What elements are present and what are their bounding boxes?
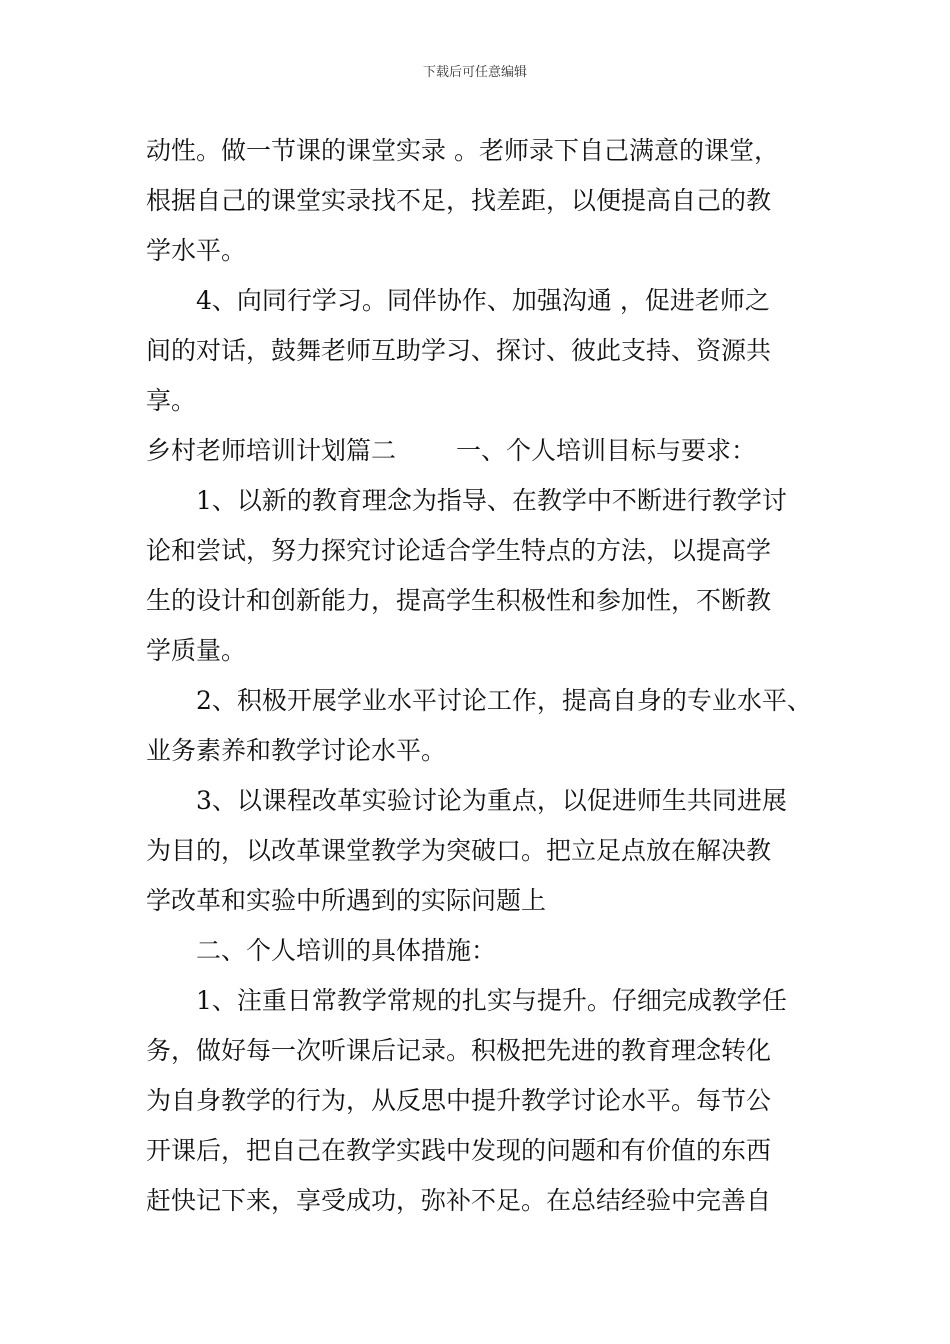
section-title: 乡村老师培训计划篇二 (146, 436, 397, 465)
text-line: 为自身教学的行为，从反思中提升教学讨论水平。每节公 (146, 1086, 772, 1115)
text-line: 开课后，把自己在教学实践中发现的问题和有价值的东西 (146, 1136, 772, 1165)
text-line: 为目的，以改革课堂教学为突破口。把立足点放在解决教 (146, 836, 772, 865)
text-line: 4、向同行学习。同伴协作、加强沟通 ，促进老师之 (196, 286, 770, 315)
text-line: 赶快记下来，享受成功，弥补不足。在总结经验中完善自 (146, 1186, 772, 1215)
section-heading-line (146, 426, 826, 476)
text-line: 3、以课程改革实验讨论为重点，以促进师生共同进展 (196, 786, 787, 815)
text-line: 业务素养和教学讨论水平。 (146, 736, 447, 765)
text-line: 生的设计和创新能力，提高学生积极性和参加性，不断教 (146, 586, 772, 615)
text-line: 学改革和实验中所遇到的实际问题上 (146, 886, 547, 915)
subsection-heading: 二、个人培训的具体措施： (196, 936, 497, 965)
subsection-title: 一、个人培训目标与要求： (456, 436, 757, 465)
text-line: 1、以新的教育理念为指导、在教学中不断进行教学讨 (196, 486, 787, 515)
text-line: 2、积极开展学业水平讨论工作，提高自身的专业水平、 (196, 686, 812, 715)
text-line: 1、注重日常教学常规的扎实与提升。仔细完成教学任 (196, 986, 787, 1015)
text-line: 根据自己的课堂实录找不足，找差距，以便提高自己的教 (146, 186, 772, 215)
text-line: 动性。做一节课的课堂实录 。老师录下自己满意的课堂， (146, 136, 779, 165)
text-line: 学水平。 (146, 236, 247, 265)
text-line: 学质量。 (146, 636, 247, 665)
document-body (146, 126, 826, 1226)
text-line: 间的对话，鼓舞老师互助学习、探讨、彼此支持、资源共 (146, 336, 772, 365)
text-line: 论和尝试，努力探究讨论适合学生特点的方法，以提高学 (146, 536, 772, 565)
text-line: 享。 (146, 386, 197, 415)
text-line: 务，做好每一次听课后记录。积极把先进的教育理念转化 (146, 1036, 772, 1065)
page-header: 下载后可任意编辑 (422, 65, 527, 80)
